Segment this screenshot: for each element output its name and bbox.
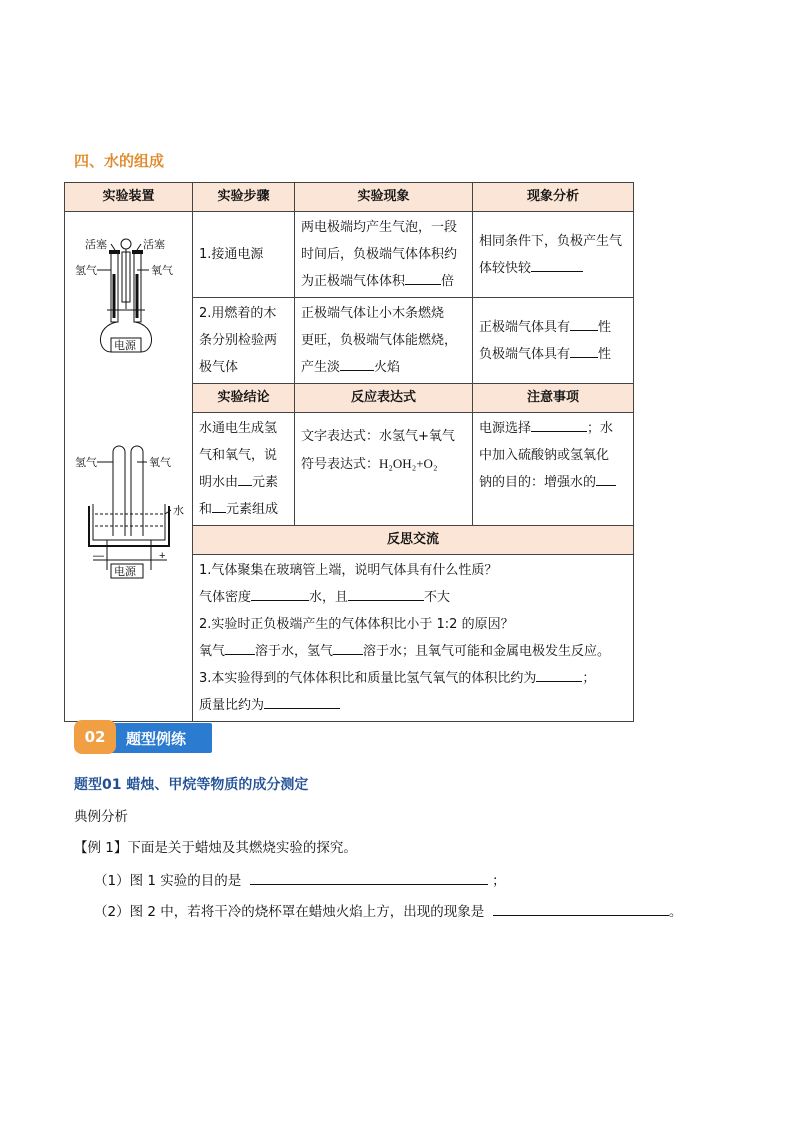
header-conclusion: 实验结论 <box>193 384 295 413</box>
phenomenon-2-line-1: 正极端气体让小木条燃烧 <box>301 306 445 321</box>
answer-blank[interactable] <box>493 901 669 916</box>
header-analysis: 现象分析 <box>473 183 634 212</box>
reflection <box>193 555 634 722</box>
gas-left-label: 氢气 <box>75 265 97 277</box>
step-1-text: 1.接通电源 <box>199 247 264 262</box>
header-expression: 反应表达式 <box>295 384 473 413</box>
gas-right-label: 氧气 <box>151 265 173 277</box>
blank <box>238 471 252 486</box>
electrolysis-apparatus-diagram <box>71 214 199 706</box>
blank <box>348 586 424 601</box>
question-type-title: 题型01 蜡烛、甲烷等物质的成分测定 <box>74 777 309 793</box>
example-tag: 【例 1】 <box>74 840 128 856</box>
expression <box>295 413 473 526</box>
notes <box>473 413 634 526</box>
reflection-q1: 1.气体聚集在玻璃管上端，说明气体具有什么性质？ <box>199 563 498 578</box>
example-1 <box>74 836 357 856</box>
section-title: 四、水的组成 <box>74 152 165 170</box>
analysis-1-line-2: 体较快较 <box>479 255 627 282</box>
conclusion-line-1: 水通电生成氢 <box>199 421 278 436</box>
phenomenon-2 <box>295 298 473 384</box>
blank <box>536 667 582 682</box>
word-expression: 文字表达式：水氢气+氧气 <box>301 429 455 444</box>
analysis-2 <box>473 298 634 384</box>
plus-label: + <box>159 550 166 562</box>
analysis-2-line-2: 负极端气体具有 性 <box>479 341 627 368</box>
example-question-2: （2）图 2 中，若将干冷的烧杯罩在蜡烛火焰上方，出现的现象是 。 <box>94 900 682 920</box>
step-1 <box>193 212 295 298</box>
reflection-q2: 2.实验时正负极端产生的气体体积比小于 1:2 的原因？ <box>199 617 514 632</box>
step-2-line-3: 极气体 <box>199 360 239 375</box>
notes-line-3: 钠的目的：增强水的 <box>479 469 627 496</box>
header-steps: 实验步骤 <box>193 183 295 212</box>
symbol-expression: 符号表达式：H₂OH₂+O₂ <box>301 456 438 471</box>
blank <box>405 270 441 285</box>
blank <box>570 316 598 331</box>
header-reflection: 反思交流 <box>193 526 634 555</box>
conclusion-line-3: 明水由 元素 <box>199 469 288 496</box>
water-composition-table <box>64 182 634 722</box>
example-analysis-subtitle: 典例分析 <box>74 809 128 825</box>
blank <box>264 694 340 709</box>
power-label-2: 电源 <box>114 566 136 578</box>
analysis-1 <box>473 212 634 298</box>
phenomenon-1-line-2: 时间后，负极端气体体积约 <box>301 247 458 262</box>
stopper-left-label: 活塞 <box>85 239 107 251</box>
answer-blank[interactable] <box>250 870 488 885</box>
blank <box>531 257 583 272</box>
blank <box>531 417 587 432</box>
gas-left-label-2: 氢气 <box>75 457 97 469</box>
analysis-2-line-1: 正极端气体具有 性 <box>479 314 627 341</box>
hofmann-apparatus-diagram <box>75 237 173 352</box>
step-2 <box>193 298 295 384</box>
blank <box>333 640 363 655</box>
conclusion-line-4: 和 元素组成 <box>199 496 288 523</box>
badge-number: 02 <box>74 720 116 754</box>
reflection-a1: 气体密度 水，且 不大 <box>199 584 627 611</box>
badge-label: 题型例练 <box>126 730 187 748</box>
minus-label: — <box>93 550 104 562</box>
table-header-row <box>65 183 634 212</box>
water-label: 水 <box>173 505 184 517</box>
phenomenon-2-line-3: 产生淡 火焰 <box>301 354 466 381</box>
apparatus-cell <box>65 212 193 722</box>
notes-line-1: 电源选择 ；水 <box>479 415 627 442</box>
reflection-q3: 3.本实验得到的气体体积比和质量比氢气氧气的体积比约为 ； <box>199 665 627 692</box>
section-badge <box>74 720 214 756</box>
header-phenomena: 实验现象 <box>295 183 473 212</box>
notes-line-2: 中加入硫酸钠或氢氧化 <box>479 448 610 463</box>
conclusion <box>193 413 295 526</box>
stopper-right-label: 活塞 <box>143 239 165 251</box>
header-device: 实验装置 <box>65 183 193 212</box>
blank <box>596 471 616 486</box>
blank <box>225 640 255 655</box>
reflection-a2: 氧气 溶于水，氢气 溶于水；且氧气可能和金属电极发生反应。 <box>199 638 627 665</box>
phenomenon-1-line-3: 为正极端气体体积 倍 <box>301 268 466 295</box>
gas-right-label-2: 氧气 <box>149 457 171 469</box>
blank <box>340 356 374 371</box>
blank <box>212 498 226 513</box>
table-row <box>65 212 634 298</box>
blank <box>570 343 598 358</box>
phenomenon-1 <box>295 212 473 298</box>
phenomenon-2-line-2: 更旺，负极端气体能燃烧， <box>301 333 458 348</box>
blank <box>251 586 309 601</box>
header-notes: 注意事项 <box>473 384 634 413</box>
power-label: 电源 <box>114 340 136 352</box>
conclusion-line-2: 气和氧气，说 <box>199 448 278 463</box>
reflection-a3: 质量比约为 <box>199 692 627 719</box>
step-2-line-2: 条分别检验两 <box>199 333 278 348</box>
example-text: 下面是关于蜡烛及其燃烧实验的探究。 <box>127 840 357 856</box>
phenomenon-1-line-1: 两电极端均产生气泡，一段 <box>301 220 458 235</box>
water-electrolysis-diagram <box>75 446 184 578</box>
analysis-1-line-1: 相同条件下，负极产生气 <box>479 233 623 249</box>
example-question-1: （1）图 1 实验的目的是 ； <box>94 869 506 889</box>
step-2-line-1: 2.用燃着的木 <box>199 306 277 321</box>
